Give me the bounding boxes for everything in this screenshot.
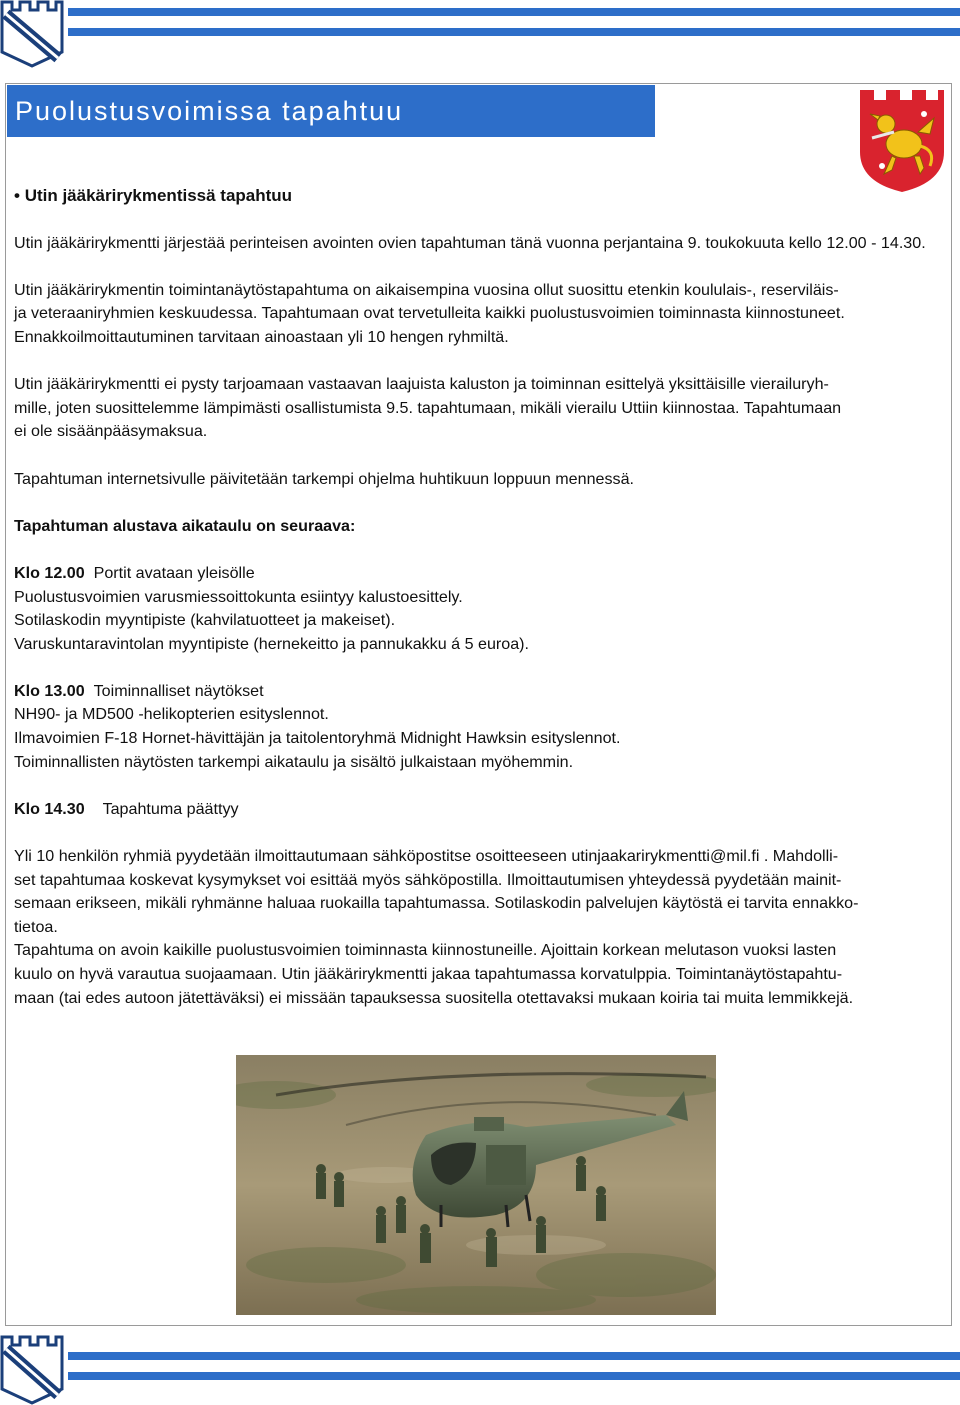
schedule-item-1430: Klo 14.30 Tapahtuma päättyy xyxy=(14,799,239,818)
schedule-line: Toiminnallisten näytösten tarkempi aikataulu ja sisältö julkaistaan myöhemmin. xyxy=(14,752,574,771)
schedule-heading: Tapahtuman alustava aikataulu on seuraava: xyxy=(14,516,356,535)
header-stripes xyxy=(68,8,960,36)
paragraph-website: Tapahtuman internetsivulle päivitetään tarkempi ohjelma huhtikuun loppuun mennessä. xyxy=(14,469,634,488)
paragraph-line: mille, joten suosittelemme lämpimästi osallistumista 9.5. tapahtumaan, mikäli vierailu Uttiin kiinnostaa. Tapahtumaan xyxy=(14,398,842,417)
article-body xyxy=(14,184,946,1010)
tower-logo-icon xyxy=(0,1335,64,1405)
paragraph-line: kuulo on hyvä varautua suojaamaan. Utin jääkärirykmentti jakaa tapahtumassa korvatulppia. Toimintanäytöstapahtu- xyxy=(14,965,843,983)
paragraph-line: Utin jääkärirykmentin toimintanäytöstapahtuma on aikaisempina vuosina ollut suosittu etenkin koululais-, reserviläis- xyxy=(14,280,839,299)
schedule-item-1300: Klo 13.00 Toiminnalliset näytökset xyxy=(14,681,264,700)
page-title: Puolustusvoimissa tapahtuu xyxy=(15,95,404,126)
schedule-line: Puolustusvoimien varusmiessoittokunta esiintyy kalustoesittely. xyxy=(14,587,463,606)
paragraph-line: semaan erikseen, mikäli ryhmänne haluaa ruokailla tapahtumassa. Sotilaskodin palvelujen käytöstä ei tarvita ennakko- xyxy=(14,894,859,913)
paragraph-line: set tapahtumaa koskevat kysymykset voi esittää myös sähköpostilla. Ilmoittautumisen yhteydessä pyydetään mainit- xyxy=(14,870,842,889)
paragraph-line: tietoa. xyxy=(14,917,58,936)
helicopter-photo xyxy=(236,1055,716,1315)
paragraph-line: Utin jääkärirykmentti ei pysty tarjoamaan vastaavan laajuista kaluston ja toiminnan esittelyä yksittäisille vierailuryh- xyxy=(14,375,829,394)
paragraph-line: Ennakkoilmoittautuminen tarvitaan ainoastaan yli 10 hengen ryhmiltä. xyxy=(14,327,509,346)
tower-logo-icon xyxy=(0,0,64,68)
paragraph-line: Tapahtuma on avoin kaikille puolustusvoimien toiminnasta kiinnostuneille. Ajoittain korkean melutason vuoksi lasten xyxy=(14,941,837,960)
paragraph-line: ei ole sisäänpääsymaksua. xyxy=(14,422,208,441)
finnish-lion-coat-of-arms-icon xyxy=(858,86,946,194)
article-heading: • Utin jääkärirykmentissä tapahtuu xyxy=(14,186,293,205)
schedule-item-1200: Klo 12.00 Portit avataan yleisölle xyxy=(14,563,255,582)
page-title-bar xyxy=(7,85,655,137)
schedule-line: Sotilaskodin myyntipiste (kahvilatuotteet ja makeiset). xyxy=(14,611,396,630)
schedule-line: Ilmavoimien F-18 Hornet-hävittäjän ja taitolentoryhmä Midnight Hawksin esityslennot. xyxy=(14,729,621,748)
footer-stripes xyxy=(68,1352,960,1380)
paragraph-line: maan (tai edes autoon jätettäväksi) ei missään tapauksessa suositella otettavaksi mukaan koiria tai muita lemmikkejä. xyxy=(14,988,854,1007)
paragraph-intro: Utin jääkärirykmentti järjestää perinteisen avointen ovien tapahtuman tänä vuonna perjantaina 9. toukokuuta kello 12.00 - 14.30. xyxy=(14,233,926,252)
schedule-line: Varuskuntaravintolan myyntipiste (hernekeitto ja pannukakku á 5 euroa). xyxy=(14,634,529,653)
paragraph-line: ja veteraaniryhmien keskuudessa. Tapahtumaan ovat tervetulleita kaikki puolustusvoimien toiminnasta kiinnostuneet. xyxy=(14,304,845,323)
paragraph-line: Yli 10 henkilön ryhmiä pyydetään ilmoittautumaan sähköpostitse osoitteeseen utinjaakarirykmentti@mil.fi . Mahdolli- xyxy=(14,847,839,866)
schedule-line: NH90- ja MD500 -helikopterien esityslennot. xyxy=(14,705,329,724)
